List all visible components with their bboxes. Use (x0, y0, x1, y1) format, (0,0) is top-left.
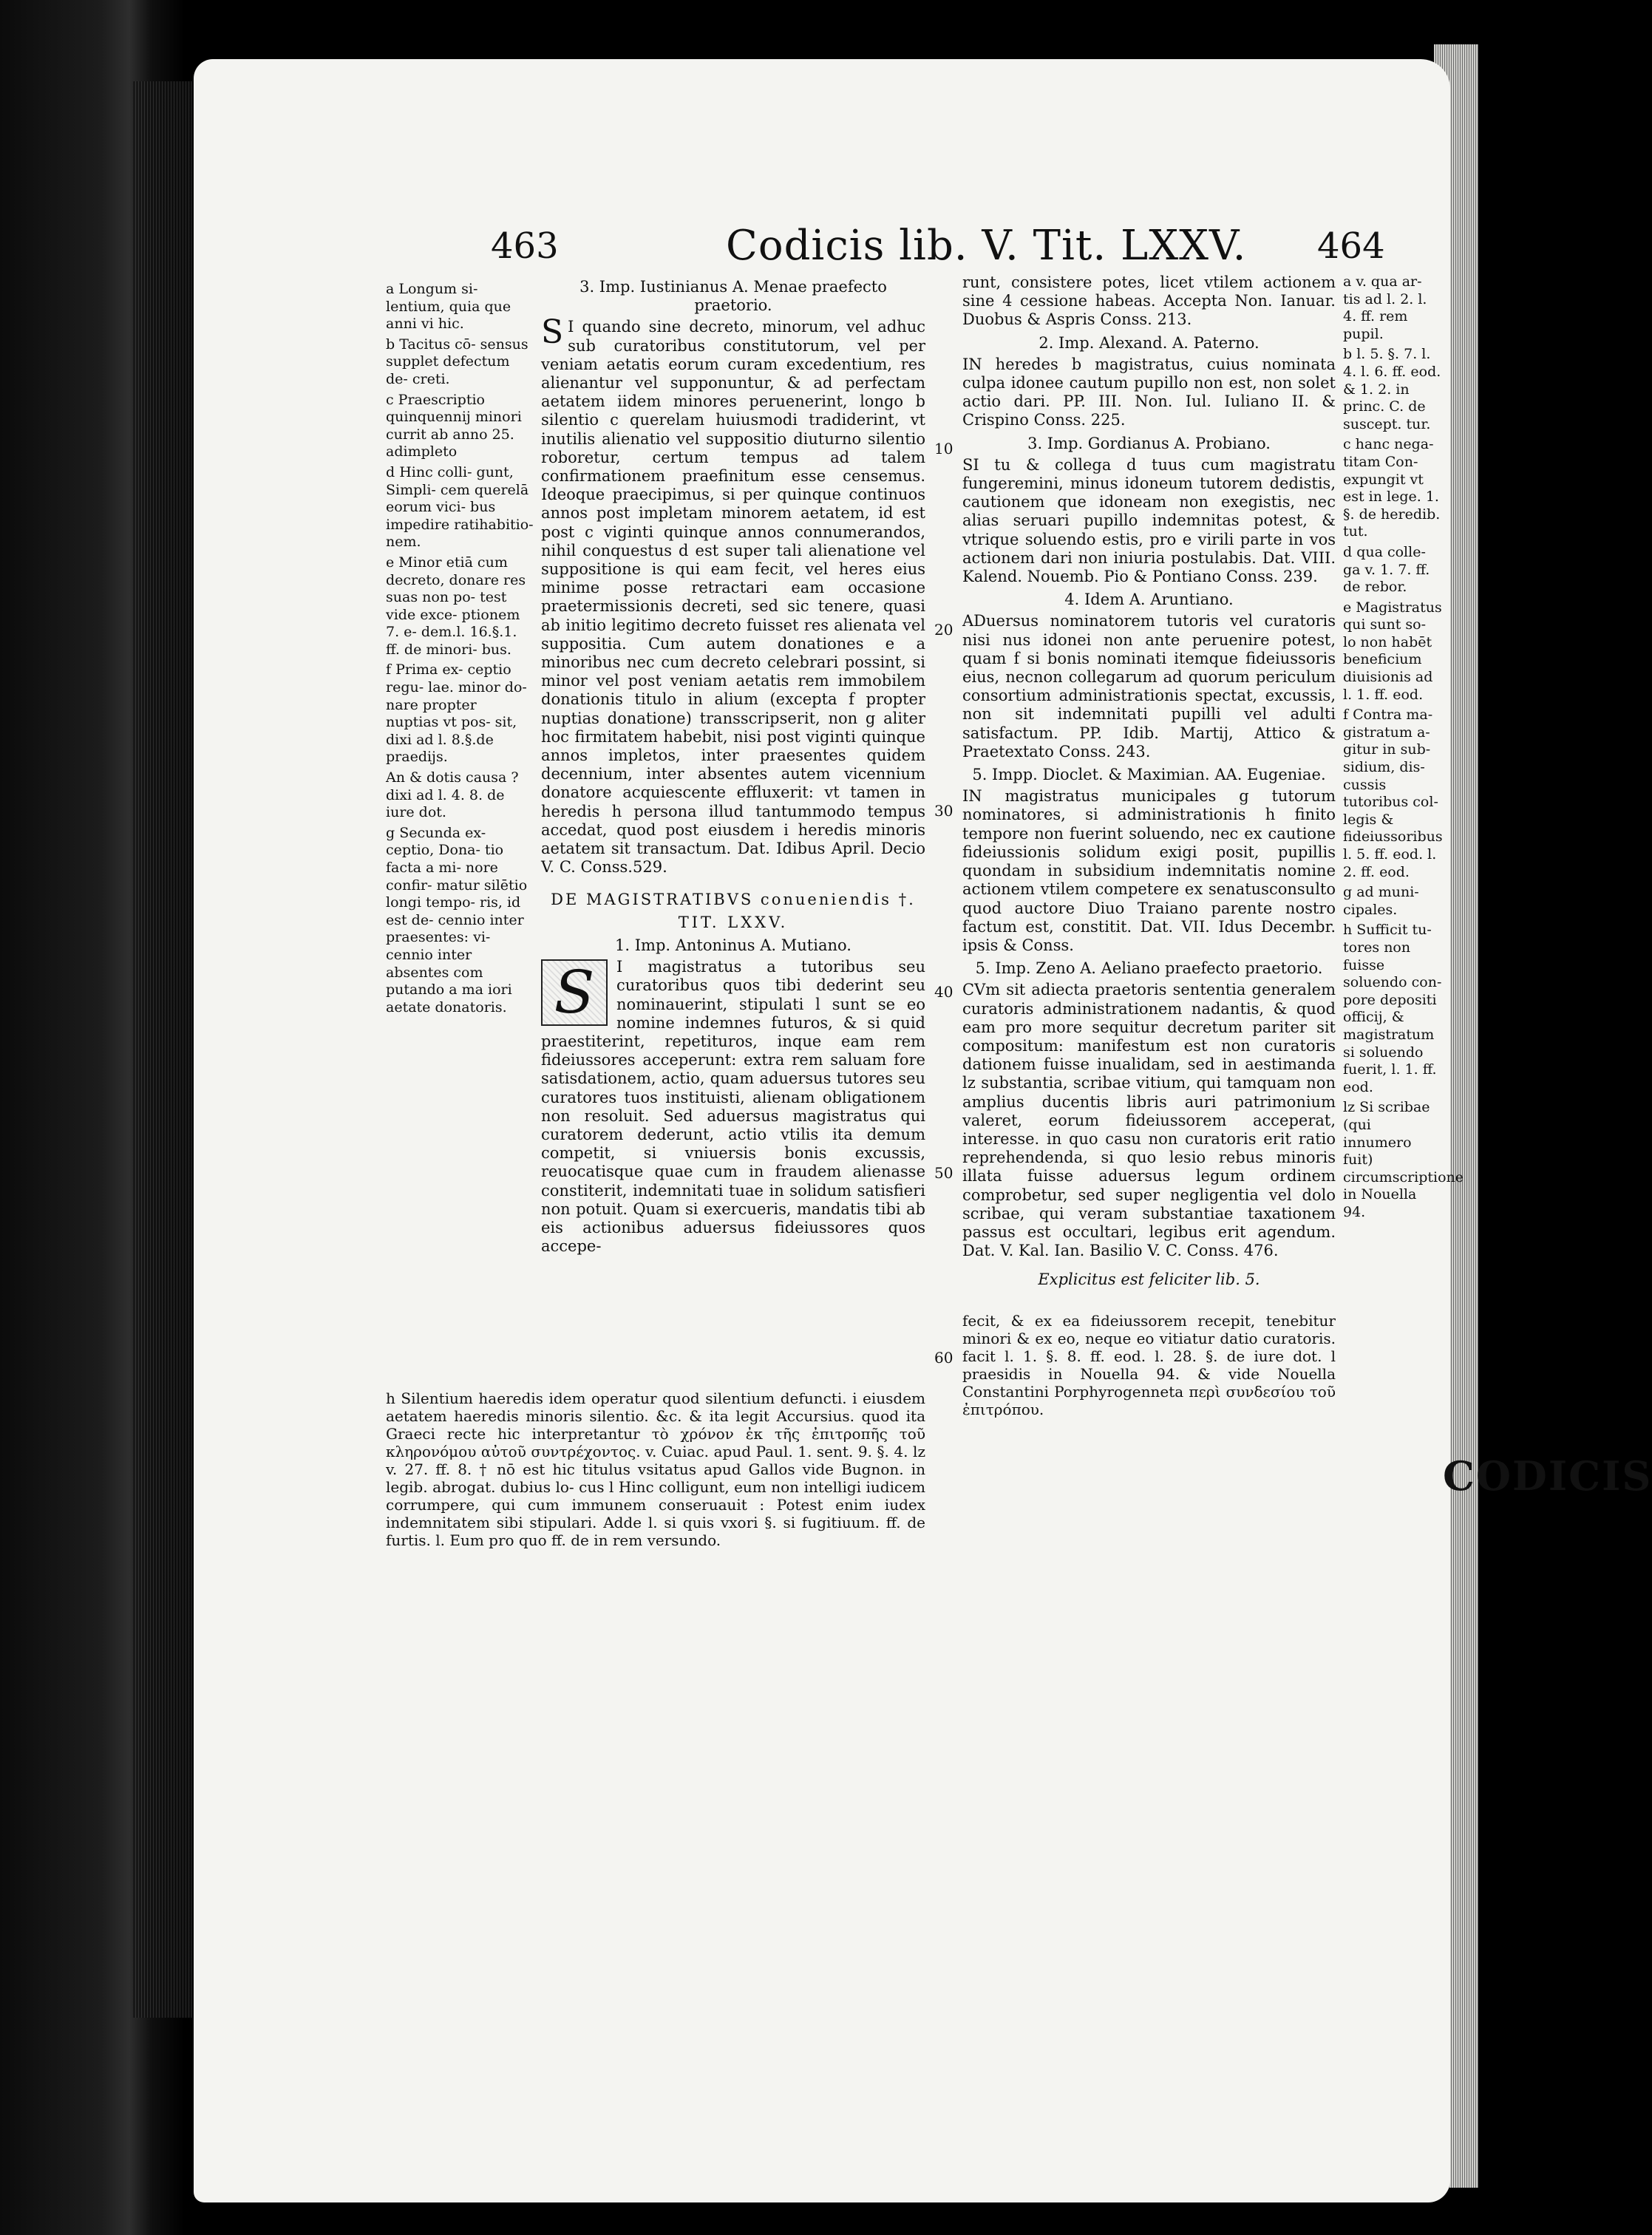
margin-note: g ad muni- cipales. (1343, 884, 1419, 918)
margin-note: c hanc nega- titam Con- expungit vt est in lege. 1. §. de heredib. tut. (1343, 436, 1441, 540)
margin-note: f Prima ex- ceptio regu- lae. minor do- nare propter nuptias vt pos- sit, dixi ad l. 8.§.de praedijs. (386, 661, 527, 766)
initial-letter: S (541, 313, 564, 352)
law-heading: 3. Imp. Iustinianus A. Menae praefecto praetorio. (579, 278, 887, 315)
line-number: 50 (934, 1164, 954, 1182)
title-number: TIT. LXXV. (678, 913, 789, 931)
left-margin-notes (386, 281, 534, 1019)
book-page (194, 59, 1652, 2202)
explicit-line: Explicitus est feliciter lib. 5. (1038, 1270, 1260, 1289)
law-heading: 5. Imp. Zeno A. Aeliano praefecto praetorio. (975, 959, 1323, 978)
ornamental-initial: S (541, 959, 608, 1026)
line-number: 60 (934, 1349, 954, 1367)
law-heading: 5. Impp. Dioclet. & Maximian. AA. Eugeniae. (972, 766, 1326, 784)
law-heading: 4. Idem A. Aruntiano. (1064, 591, 1234, 609)
right-page-number: 464 (1317, 225, 1385, 267)
law-text: IN heredes b magistratus, cuius nominata culpa idonee cautum pupillo non est, non solet actio dari. PP. III. Non. Iul. Iuliano II. & Crispino Conss. 225. (962, 355, 1336, 429)
margin-note: b l. 5. §. 7. l. 4. l. 6. ff. eod. & 1. 2. in princ. C. de suscept. tur. (1343, 346, 1441, 432)
line-number: 30 (934, 802, 954, 820)
law-text: IN magistratus municipales g tutorum nominatores, si administrationis h finito tempore non fuerint soluendo, nec ex cautione fideiussionis solidum exigi posit, pupillis quondam in subsidium indemnitatis nomine actionem vtilem competere ex senatusconsulto quod auctore Diuo Traiano parente nostro factum est, constitit. Dat. VII. Idus Decembr. ipsis & Conss. (962, 787, 1336, 954)
margin-note: b Tacitus cō- sensus supplet defectum de- creti. (386, 336, 528, 387)
left-footnotes: h Silentium haeredis idem operatur quod silentium defuncti. i eiusdem aetatem haeredis minoris silentio. &c. & ita legit Accursius. quod ita Graeci recte hic interpretantur τὸ χρόνον ἐκ τῆς ἐπιτροπῆς τοῦ κληρονόμου αὐτοῦ συντρέχοντος. v. Cuiac. apud Paul. 1. sent. 9. §. 4. lz v. 27. ff. 8. † nō est hic titulus vsitatus apud Gallos vide Bugnon. in legib. abrogat. dubius lo- cus l Hinc colligunt, eum non intelligi iudicem corrumpere, qui cum immunem conseruauit : Potest enim iudex indemnitatem sibi stipulari. Adde l. si quis vxori §. si fugitiuum. ff. de furtis. l. Eum pro quo ff. de in rem versundo. (386, 1389, 925, 1549)
law-text: S I magistratus a tutoribus seu curatoribus quos tibi dederint seu nominauerint, stipulati l sunt se eo nomine indemnes futuros, & si quid praestiterint, repetituros, inque eam rem fideiussores acceperunt: extra rem saluam fore satisdationem, actio, quam aduersus tutores seu curatores tuos instituisti, alienam obligationem non resoluit. Sed aduersus magistratus qui curatorem dederunt, actio vtilis ita demum competit, si vniuersis bonis excussis, reuocatisque quae cum in fraudem alienasse constiterit, indemnitati tuae in solidum satisfieri non potuit. Quam si exercueris, mandatis tibi ab eis actionibus aduersus fideiussores quos accepe- (541, 958, 925, 1256)
catchword: CODICIS (1443, 1452, 1652, 1500)
line-number: 40 (934, 983, 954, 1001)
law-heading: 2. Imp. Alexand. A. Paterno. (1039, 333, 1260, 352)
law-text: ADuersus nominatorem tutoris vel curatoris nisi nus idonei non ante peruenire potest, quam f si bonis nominati itemque fideiussoris eius, necnon collegarum ad quorum periculum consortium administrationis spectat, excussis, non sit indemnitati pupilli vel adulti satisfactum. PP. Idib. Martij, Attico & Praetextato Conss. 243. (962, 612, 1336, 761)
law-text: runt, consistere potes, licet vtilem actionem sine 4 cessione habeas. Accepta Non. Ianuar. Duobus & Aspris Conss. 213. (962, 273, 1336, 329)
left-text-column (541, 273, 925, 1259)
left-page-number: 463 (491, 225, 559, 267)
running-title: Codicis lib. V. Tit. LXXV. (726, 222, 1247, 270)
left-page-edges (133, 81, 192, 2018)
margin-note: h Sufficit tu- tores non fuisse soluendo con- pore depositi officij, & magistratum si soluendo fuerit, l. 1. ff. eod. (1343, 922, 1442, 1095)
right-text-column (962, 273, 1336, 1421)
margin-note: c Praescriptio quinquennij minori currit ab anno 25. adimpleto (386, 391, 522, 460)
line-number: 10 (934, 440, 954, 457)
right-margin-notes (1343, 273, 1464, 1224)
margin-note: An & dotis causa ? dixi ad l. 4. 8. de iure dot. (386, 769, 519, 821)
law-text: SI tu & collega d tuus cum magistratu fungeremini, minus idoneum tutorem dedistis, cautionem que idoneam non exegistis, nec alias seruari pupillo indemnitas potest, & vtrique soluendo estis, pro e virili parte in vos actionem dari non iniuria postulabis. Dat. VIII. Kalend. Nouemb. Pio & Pontiano Conss. 239. (962, 455, 1336, 586)
law-text: S I quando sine decreto, minorum, vel adhuc sub curatoribus constitutorum, vel per veniam aetatis eorum curam excedentium, res alienantur vel supponuntur, & ad perfectam aetatem iidem minores peruenerint, longo b silentio c querelam huiusmodi tradiderint, vt inutilis alienatio vel suppositio diuturno silentio roboretur, certum tempus ad talem confirmationem praefinitum esse censemus. Ideoque praecipimus, si per quinque continuos annos post impletam minorem aetatem, id est post c viginti quinque annos connumerandos, nihil conquestus d est super tali alienatione vel suppositione is qui eam fecit, vel heres eius minime posse retractari eam occasione praetermissionis decreti, sed sic tenere, quasi ab initio legitimo decreto fuisset res alienata vel suppositia. Cum autem donationes e a minoribus nec cum decreto celebrari possint, si minor vel post veniam aetatis rem immobilem donationis titulo in alium (excepta f propter nuptias donatione) transscripserit, non g aliter hoc firmitatem habebit, nisi post viginti quinque annos impletos, inter praesentes quidem decennium, inter absentes autem vicennium donatore acquiescente effluxerit: vt tamen in heredis h persona illud tantummodo tempus accedat, quod post eiusdem i heredis minoris aetatem sit transactum. Dat. Idibus April. Decio V. C. Conss.529. (541, 313, 925, 877)
margin-note: a Longum si- lentium, quia que anni vi hic. (386, 281, 511, 333)
line-number: 20 (934, 621, 954, 639)
margin-note: a v. qua ar- tis ad l. 2. l. 4. ff. rem pupil. (1343, 273, 1427, 342)
law-text: CVm sit adiecta praetoris sententia generalem curatoris administrationem nadantis, & quod eam pro more sequitur decretum pariter sit compositum: manifestum est non curatoris dationem fuisse inualidam, sed in aestimanda lz substantia, scribae vitium, qui tamquam non amplius ducentis libris auri patrimonium valeret, eorum fideiussorem acceperat, interesse. in quo casu non curatoris erit ratio reprehendenda, si quo lesio rebus minoris illata fuisse aduersus legum ordinem comprobetur, sed super negligentia vel dolo scribae, qui veram substantiae taxationem passus est occultari, legibus erit agendum. Dat. V. Kal. Ian. Basilio V. C. Conss. 476. (962, 981, 1336, 1260)
margin-note: d qua colle- ga v. 1. 7. ff. de rebor. (1343, 543, 1430, 596)
right-footnotes: fecit, & ex ea fideiussorem recepit, tenebitur minori & ex eo, neque eo vitiatur datio curatoris. facit l. 1. §. 8. ff. eod. l. 28. §. de iure dot. l praesidis in Nouella 94. & vide Nouella Constantini Porphyrogenneta περὶ συνδεσίου τοῦ ἐπιτρόπου. (962, 1311, 1336, 1418)
law-heading: 3. Imp. Gordianus A. Probiano. (1027, 434, 1271, 452)
margin-note: e Minor etiā cum decreto, donare res suas non po- test vide exce- ptionem 7. e- dem.l. 16.§.1. ff. de minori- bus. (386, 554, 526, 658)
margin-note: d Hinc colli- gunt, Simpli- cem querelā eorum vici- bus impedire ratihabitio- nem. (386, 463, 534, 551)
margin-note: g Secunda ex- ceptio, Dona- tio facta a mi- nore confir- matur silētio longi tempo- ris, id est de- cennio inter praesentes: vi- cennio inter absentes com putando a ma iori aetate donatoris. (386, 824, 528, 1016)
margin-note: e Magistratus qui sunt so- lo non habēt beneficium diuisionis ad l. 1. ff. eod. (1343, 599, 1442, 703)
margin-note: lz Si scribae (qui innumero fuit) circumscriptione in Nouella 94. (1343, 1099, 1464, 1220)
law-heading: 1. Imp. Antoninus A. Mutiano. (615, 936, 852, 954)
margin-note: f Contra ma- gistratum a- gitur in sub- sidium, dis- cussis tutoribus col- legis & fideiussoribus l. 5. ff. eod. l. 2. ff. eod. (1343, 707, 1443, 880)
title-heading: DE MAGISTRATIBVS conueniendis †. (551, 890, 916, 908)
